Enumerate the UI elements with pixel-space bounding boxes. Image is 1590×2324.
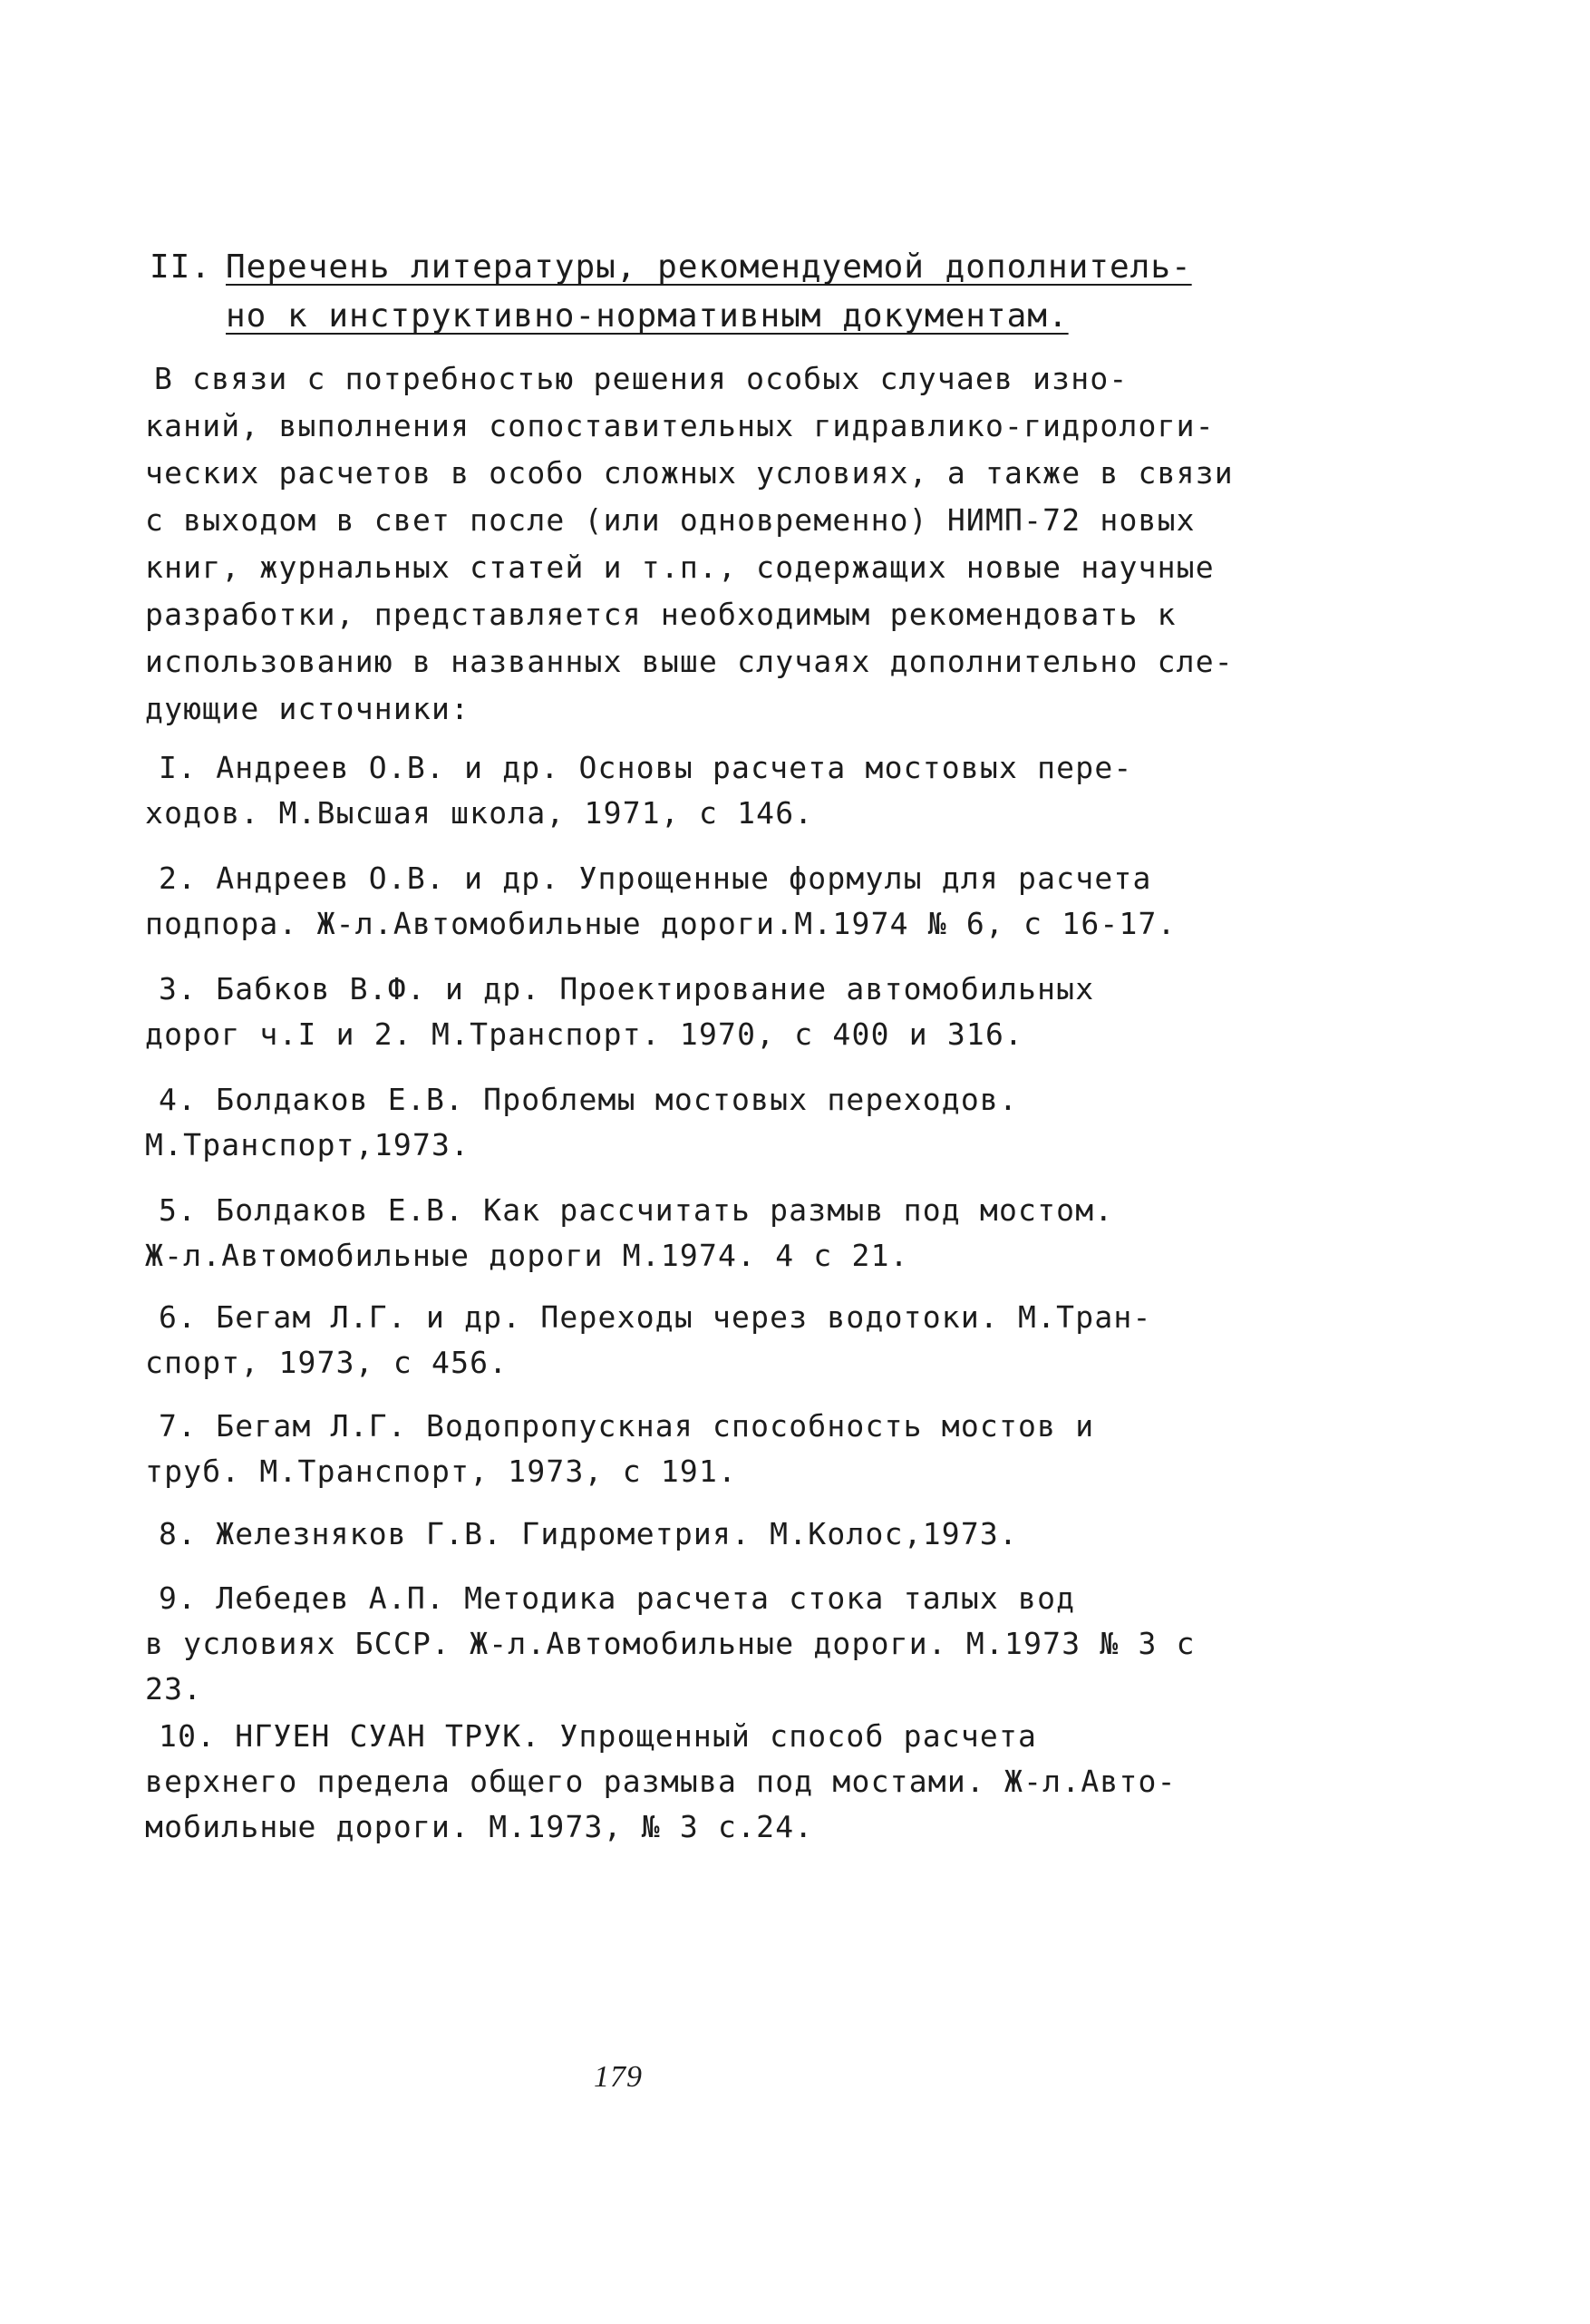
reference-line: 5. Болдаков Е.В. Как рассчитать размыв под мостом. bbox=[159, 1192, 1114, 1228]
reference-line: 2. Андреев О.В. и др. Упрощенные формулы для расчета bbox=[159, 861, 1152, 896]
reference-line: подпора. Ж-л.Автомобильные дороги.М.1974 № 6, с 16-17. bbox=[145, 906, 1177, 941]
section-title-line-2: но к инструктивно-нормативным документам. bbox=[226, 297, 1069, 335]
reference-line: 23. bbox=[145, 1671, 203, 1707]
intro-line: разработки, представляется необходимым рекомендовать к bbox=[145, 597, 1177, 632]
reference-item bbox=[145, 1188, 1178, 1279]
section-title-line-1: Перечень литературы, рекомендуемой дополнитель- bbox=[226, 248, 1192, 286]
intro-line: ческих расчетов в особо сложных условиях, а также в связи bbox=[145, 455, 1234, 491]
reference-item bbox=[145, 1512, 1178, 1557]
reference-line: 3. Бабков В.Ф. и др. Проектирование автомобильных bbox=[159, 971, 1095, 1006]
intro-line: дующие источники: bbox=[145, 691, 470, 726]
reference-line: I. Андреев О.В. и др. Основы расчета мостовых пере- bbox=[159, 750, 1133, 785]
reference-item bbox=[145, 1714, 1178, 1850]
reference-item bbox=[145, 745, 1178, 836]
reference-line: 9. Лебедев А.П. Методика расчета стока талых вод bbox=[159, 1580, 1076, 1616]
intro-paragraph bbox=[145, 355, 1234, 733]
reference-line: дорог ч.I и 2. М.Транспорт. 1970, с 400 и 316. bbox=[145, 1016, 1024, 1052]
reference-item bbox=[145, 1404, 1178, 1494]
intro-line: использованию в названных выше случаях дополнительно сле- bbox=[145, 644, 1234, 679]
reference-item bbox=[145, 967, 1178, 1057]
reference-line: мобильные дороги. М.1973, № 3 с.24. bbox=[145, 1809, 814, 1844]
reference-item bbox=[145, 1295, 1178, 1386]
reference-line: 10. НГУЕН СУАН ТРУК. Упрощенный способ расчета bbox=[159, 1718, 1038, 1754]
intro-line: книг, журнальных статей и т.п., содержащих новые научные bbox=[145, 549, 1215, 585]
page-number: 179 bbox=[594, 2060, 643, 2094]
section-number: II. bbox=[150, 248, 212, 286]
intro-line: В связи с потребностью решения особых случаев изно- bbox=[154, 361, 1129, 396]
reference-line: труб. М.Транспорт, 1973, с 191. bbox=[145, 1454, 738, 1489]
reference-line: спорт, 1973, с 456. bbox=[145, 1345, 509, 1380]
reference-line: 8. Железняков Г.В. Гидрометрия. М.Колос,1973. bbox=[159, 1516, 1019, 1551]
reference-line: Ж-л.Автомобильные дороги М.1974. 4 с 21. bbox=[145, 1238, 909, 1273]
reference-line: 6. Бегам Л.Г. и др. Переходы через водотоки. М.Тран- bbox=[159, 1299, 1152, 1335]
reference-line: 4. Болдаков Е.В. Проблемы мостовых переходов. bbox=[159, 1082, 1019, 1117]
reference-item bbox=[145, 1077, 1178, 1168]
section-heading bbox=[150, 243, 1192, 341]
reference-line: М.Транспорт,1973. bbox=[145, 1127, 470, 1162]
intro-line: с выходом в свет после (или одновременно) НИМП-72 новых bbox=[145, 502, 1196, 538]
intro-line: каний, выполнения сопоставительных гидравлико-гидрологи- bbox=[145, 408, 1215, 443]
reference-line: верхнего предела общего размыва под мостами. Ж-л.Авто- bbox=[145, 1764, 1177, 1799]
reference-line: 7. Бегам Л.Г. Водопропускная способность мостов и bbox=[159, 1408, 1095, 1444]
reference-line: в условиях БССР. Ж-л.Автомобильные дороги. М.1973 № 3 с bbox=[145, 1626, 1196, 1661]
reference-item bbox=[145, 1576, 1196, 1712]
reference-item bbox=[145, 856, 1178, 947]
reference-line: ходов. М.Высшая школа, 1971, с 146. bbox=[145, 795, 814, 831]
